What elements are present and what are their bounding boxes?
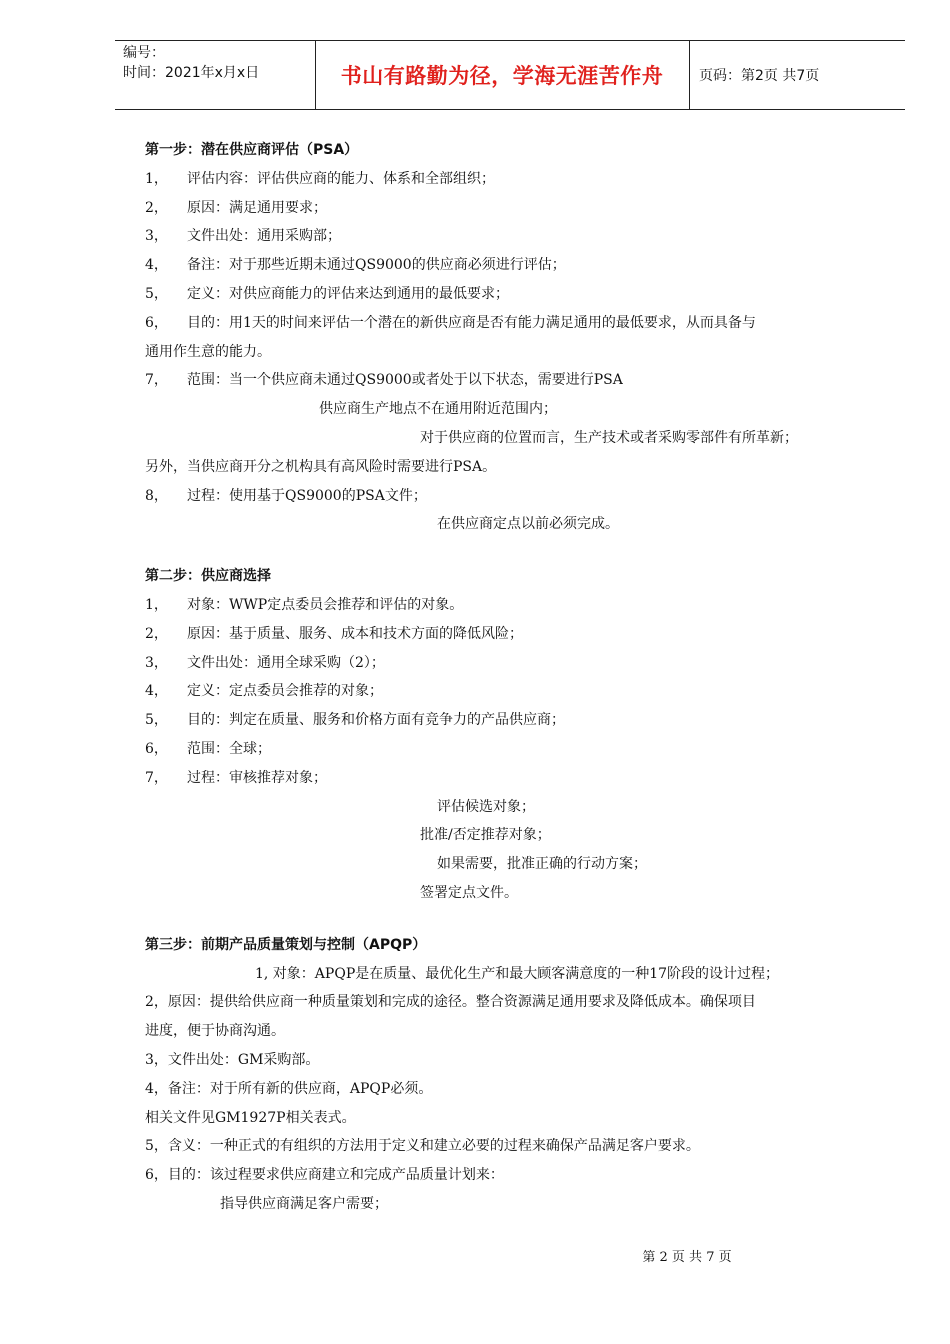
page-header: [115, 40, 905, 110]
list-subitem: 指导供应商满足客户需要；: [220, 1195, 388, 1212]
list-subitem: 如果需要，批准正确的行动方案；: [437, 856, 647, 873]
header-page-label: 页码：第2页 共7页: [699, 68, 820, 84]
list-item-continuation: 进度，便于协商沟通。: [145, 1023, 285, 1040]
list-item: 3， 文件出处：通用全球采购（2）；: [145, 654, 385, 671]
list-subitem: 在供应商定点以前必须完成。: [437, 516, 619, 533]
list-item: 3， 文件出处：通用采购部；: [145, 228, 341, 245]
list-item: 5，含义：一种正式的有组织的方法用于定义和建立必要的过程来确保产品满足客户要求。: [145, 1138, 700, 1155]
list-item: 7， 范围：当一个供应商未通过QS9000或者处于以下状态，需要进行PSA: [145, 372, 623, 389]
list-item: 1, 对象：APQP是在质量、最优化生产和最大顾客满意度的一种17阶段的设计过程；: [255, 965, 780, 982]
list-item: 4， 定义：定点委员会推荐的对象；: [145, 683, 383, 700]
list-item: 5， 定义：对供应商能力的评估来达到通用的最低要求；: [145, 285, 509, 302]
step1-title: 第一步：潜在供应商评估（PSA）: [145, 142, 359, 158]
header-motto: 书山有路勤为径，学海无涯苦作舟: [340, 64, 664, 88]
list-subitem: 供应商生产地点不在通用附近范围内；: [319, 401, 557, 418]
time-label: 时间：2021年x月x日: [123, 65, 260, 81]
list-subitem: 批准/否定推荐对象；: [420, 827, 551, 844]
list-item: 2，原因：提供给供应商一种质量策划和完成的途径。整合资源满足通用要求及降低成本。确保项目: [145, 994, 756, 1011]
footer-page-number: 第 2 页 共 7 页: [642, 1250, 732, 1265]
list-subitem: 签署定点文件。: [420, 884, 518, 901]
list-item: 4， 备注：对于那些近期未通过QS9000的供应商必须进行评估；: [145, 257, 566, 274]
list-item: 2， 原因：基于质量、服务、成本和技术方面的降低风险；: [145, 625, 523, 642]
list-item-continuation: 通用作生意的能力。: [145, 343, 271, 360]
list-item: 7， 过程：审核推荐对象；: [145, 769, 327, 786]
list-item: 3，文件出处：GM采购部。: [145, 1051, 320, 1068]
list-subitem: 对于供应商的位置而言，生产技术或者采购零部件有所革新；: [420, 429, 798, 446]
list-item-continuation: 另外，当供应商开分之机构具有高风险时需要进行PSA。: [145, 458, 497, 475]
list-item: 5， 目的：判定在质量、服务和价格方面有竞争力的产品供应商；: [145, 712, 565, 729]
list-item: 1， 评估内容：评估供应商的能力、体系和全部组织；: [145, 170, 495, 187]
list-subitem: 评估候选对象；: [437, 798, 535, 815]
list-item: 6， 目的：用1天的时间来评估一个潜在的新供应商是否有能力满足通用的最低要求，从而具备与: [145, 314, 756, 331]
list-item: 4，备注：对于所有新的供应商，APQP必须。: [145, 1080, 433, 1097]
list-item: 8， 过程：使用基于QS9000的PSA文件；: [145, 487, 427, 504]
list-item-continuation: 相关文件见GM1927P相关表式。: [145, 1109, 356, 1126]
document-body: [145, 136, 875, 1219]
step2-title: 第二步：供应商选择: [145, 568, 271, 585]
list-item: 6，目的：该过程要求供应商建立和完成产品质量计划来：: [145, 1167, 504, 1184]
list-item: 2， 原因：满足通用要求；: [145, 199, 327, 216]
header-meta: [123, 43, 259, 83]
header-divider: [689, 41, 690, 109]
list-item: 1， 对象：WWP定点委员会推荐和评估的对象。: [145, 596, 464, 613]
code-label: 编号：: [123, 45, 165, 61]
page-footer: [0, 1246, 950, 1265]
step3-title: 第三步：前期产品质量策划与控制（APQP）: [145, 936, 427, 953]
list-item: 6， 范围：全球；: [145, 740, 271, 757]
